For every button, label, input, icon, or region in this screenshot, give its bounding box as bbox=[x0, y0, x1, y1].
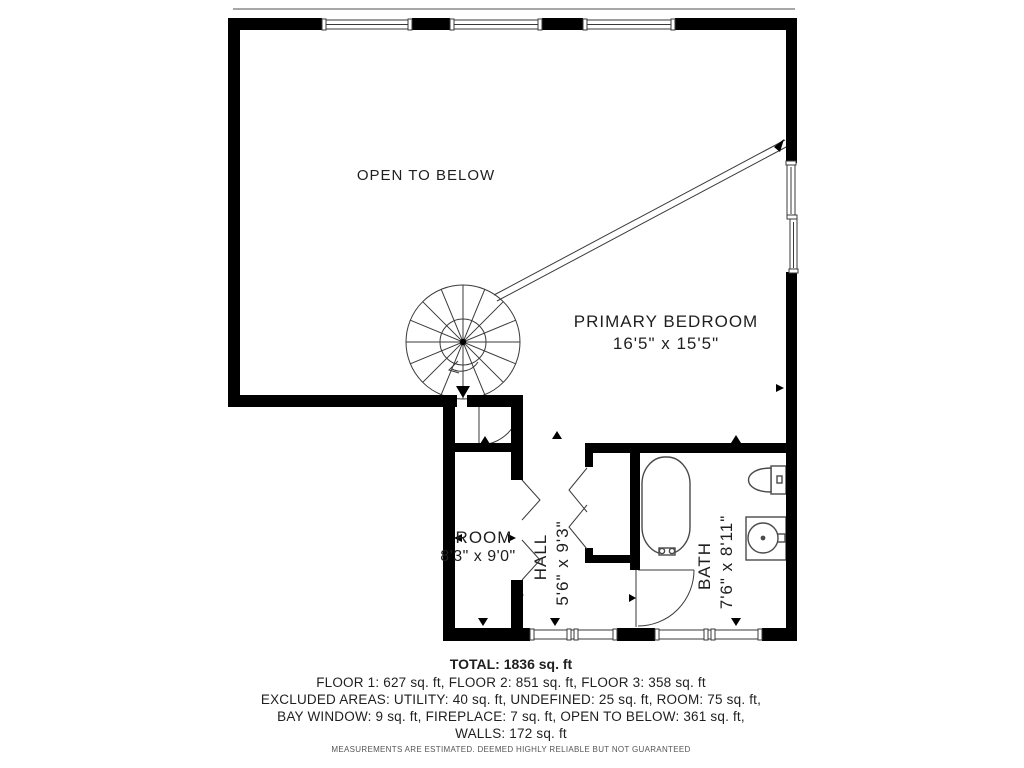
window-right bbox=[786, 161, 798, 273]
spiral-staircase-icon bbox=[406, 285, 520, 399]
window-bottom-hall bbox=[530, 629, 617, 640]
room-label: ROOM bbox=[455, 528, 513, 547]
hall-dims: 5'6" x 9'3" bbox=[553, 520, 572, 606]
summary-floors: FLOOR 1: 627 sq. ft, FLOOR 2: 851 sq. ft, FLOOR 3: 358 sq. ft bbox=[316, 675, 706, 690]
summary-excluded-line1: EXCLUDED AREAS: UTILITY: 40 sq. ft, UNDEFINED: 25 sq. ft, ROOM: 75 sq. ft, bbox=[260, 692, 762, 707]
summary-excluded-line2: BAY WINDOW: 9 sq. ft, FIREPLACE: 7 sq. ft, OPEN TO BELOW: 361 sq. ft, bbox=[277, 709, 745, 724]
bath-fixtures bbox=[642, 457, 786, 560]
bathtub-icon bbox=[642, 457, 690, 555]
room-labels bbox=[357, 167, 758, 609]
primary-bedroom-dims: 16'5" x 15'5" bbox=[612, 334, 720, 353]
window-top-1 bbox=[322, 19, 412, 30]
summary-disclaimer: MEASUREMENTS ARE ESTIMATED. DEEMED HIGHLY RELIABLE BUT NOT GUARANTEED bbox=[331, 745, 691, 754]
area-summary bbox=[261, 656, 761, 754]
bath-door-icon bbox=[636, 570, 694, 627]
window-bottom-bath bbox=[655, 629, 762, 640]
bath-dims: 7'6" x 8'11" bbox=[717, 514, 736, 610]
summary-total: TOTAL: 1836 sq. ft bbox=[449, 656, 573, 672]
primary-bedroom-label: PRIMARY BEDROOM bbox=[573, 312, 759, 331]
toilet-icon bbox=[749, 466, 787, 494]
summary-excluded-line3: WALLS: 172 sq. ft bbox=[455, 726, 567, 741]
hall-closet-opening-chevron-icon bbox=[569, 468, 587, 512]
railing bbox=[494, 139, 788, 301]
bath-label: BATH bbox=[695, 541, 714, 591]
window-top-3 bbox=[583, 19, 675, 30]
sink-icon bbox=[746, 517, 786, 560]
room-dims: 8'3" x 9'0" bbox=[440, 548, 516, 565]
open-to-below-label: OPEN TO BELOW bbox=[356, 167, 496, 184]
hall-label: HALL bbox=[531, 533, 550, 581]
window-top-2 bbox=[450, 19, 542, 30]
room-hall-opening-chevron-icon bbox=[522, 480, 540, 520]
